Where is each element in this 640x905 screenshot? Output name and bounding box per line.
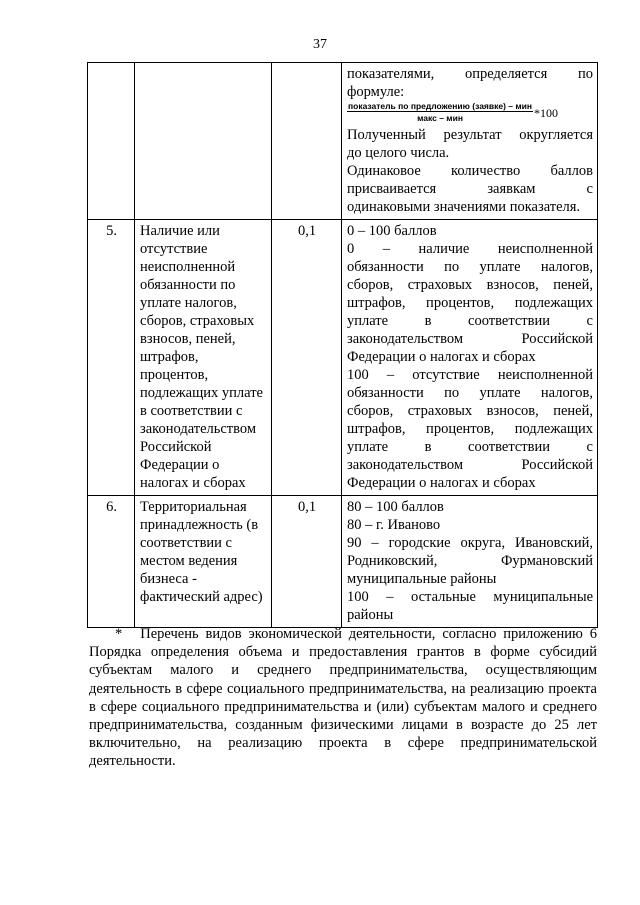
- row-number: 6.: [88, 496, 135, 628]
- criterion-name-line: Российской: [140, 439, 212, 455]
- weight-value: 0,1: [272, 496, 342, 628]
- criterion-name-line: обязанности по: [140, 277, 236, 293]
- score-line: сборов, страховых взносов, пеней,: [347, 277, 593, 293]
- equal-score-rule-end: одинаковыми значениями показателя.: [347, 199, 581, 215]
- score-line: законодательством Российской: [347, 457, 593, 473]
- criterion-name-line: Территориальная: [140, 499, 247, 515]
- score-line: 100 – остальные муниципальные: [347, 589, 593, 605]
- equal-score-rule: присваивается заявкам с: [347, 181, 593, 197]
- criterion-name-line: процентов,: [140, 367, 209, 383]
- criterion-name-line: подлежащих уплате: [140, 385, 263, 401]
- weight-value: 0,1: [272, 220, 342, 496]
- criterion-name: [135, 220, 272, 496]
- criterion-name-line: отсутствие: [140, 241, 208, 257]
- score-line: Федерации о налогах и сборах: [347, 475, 536, 491]
- criterion-name-line: неисполненной: [140, 259, 236, 275]
- criterion-name-line: фактический адрес): [140, 589, 263, 605]
- table-row: [88, 496, 598, 628]
- score-line: 0 – наличие неисполненной: [347, 241, 593, 257]
- weight-cell: [272, 63, 342, 220]
- score-line: 90 – городские округа, Ивановский,: [347, 535, 593, 551]
- number-cell: [88, 63, 135, 220]
- score-line: штрафов, процентов, подлежащих: [347, 421, 593, 437]
- score-line: уплате в соответствии с: [347, 313, 593, 329]
- criterion-name-line: Федерации о: [140, 457, 220, 473]
- formula-denominator: макс – мин: [417, 113, 463, 123]
- criterion-name-line: уплате налогов,: [140, 295, 237, 311]
- score-line: Федерации о налогах и сборах: [347, 349, 536, 365]
- equal-score-rule: Одинаковое количество баллов: [347, 163, 593, 179]
- criterion-name: [135, 496, 272, 628]
- formula-multiplier: *100: [534, 106, 559, 120]
- criterion-name-line: налогах и сборах: [140, 475, 246, 491]
- score-line: уплате в соответствии с: [347, 439, 593, 455]
- footnote-text: Перечень видов экономической деятельности, согласно приложению 6 Порядка определения объема и предоставления грантов в форме субсидий субъектам малого и среднего предпринимательства, осуществляющим деятельность в сфере социального предпринимательства, на реализацию проекта в сфере социального предпринимательства и (или) субъектам малого и среднего предпринимательства, созданным физическими лицами в возрасте до 25 лет включительно, на реализацию проекта в сфере предпринимательской деятельности.: [89, 626, 597, 770]
- footnote-mark: *: [115, 626, 123, 642]
- score-line: обязанности по уплате налогов,: [347, 259, 593, 275]
- score-line: штрафов, процентов, подлежащих: [347, 295, 593, 311]
- description-cell: [342, 63, 598, 220]
- scoring-formula: [347, 101, 593, 123]
- criterion-name-line: сборов, страховых: [140, 313, 255, 329]
- score-line: 80 – 100 баллов: [347, 499, 444, 515]
- table-row-continuation: [88, 63, 598, 220]
- criterion-name-line: бизнеса -: [140, 571, 197, 587]
- formula-numerator: показатель по предложению (заявке) – мин: [348, 101, 533, 111]
- score-description: [342, 496, 598, 628]
- criteria-table: [87, 62, 598, 628]
- criterion-name-line: соответствии с: [140, 535, 232, 551]
- rounding-rule: Полученный результат округляется: [347, 127, 593, 143]
- score-description: [342, 220, 598, 496]
- score-line: Родниковский, Фурмановский: [347, 553, 593, 569]
- formula-label: формуле:: [347, 84, 405, 100]
- score-line: 100 – отсутствие неисполненной: [347, 367, 593, 383]
- page-number: 37: [313, 37, 327, 52]
- footnote: [89, 625, 597, 771]
- score-line: районы: [347, 607, 394, 623]
- criterion-name-cell: [135, 63, 272, 220]
- criterion-name-line: Наличие или: [140, 223, 220, 239]
- score-line: 80 – г. Иваново: [347, 517, 441, 533]
- score-line: 0 – 100 баллов: [347, 223, 437, 239]
- criterion-name-line: штрафов,: [140, 349, 199, 365]
- rounding-rule-end: до целого числа.: [347, 145, 450, 161]
- table-row: [88, 220, 598, 496]
- criterion-name-line: принадлежность (в: [140, 517, 259, 533]
- row-number: 5.: [88, 220, 135, 496]
- score-line: сборов, страховых взносов, пеней,: [347, 403, 593, 419]
- score-line: обязанности по уплате налогов,: [347, 385, 593, 401]
- formula-fraction: [347, 101, 533, 123]
- criterion-name-line: в соответствии с: [140, 403, 243, 419]
- score-line: муниципальные районы: [347, 571, 497, 587]
- criterion-name-line: взносов, пеней,: [140, 331, 236, 347]
- formula-intro: показателями, определяется по: [347, 66, 593, 82]
- criterion-name-line: местом ведения: [140, 553, 238, 569]
- score-line: законодательством Российской: [347, 331, 593, 347]
- criterion-name-line: законодательством: [140, 421, 257, 437]
